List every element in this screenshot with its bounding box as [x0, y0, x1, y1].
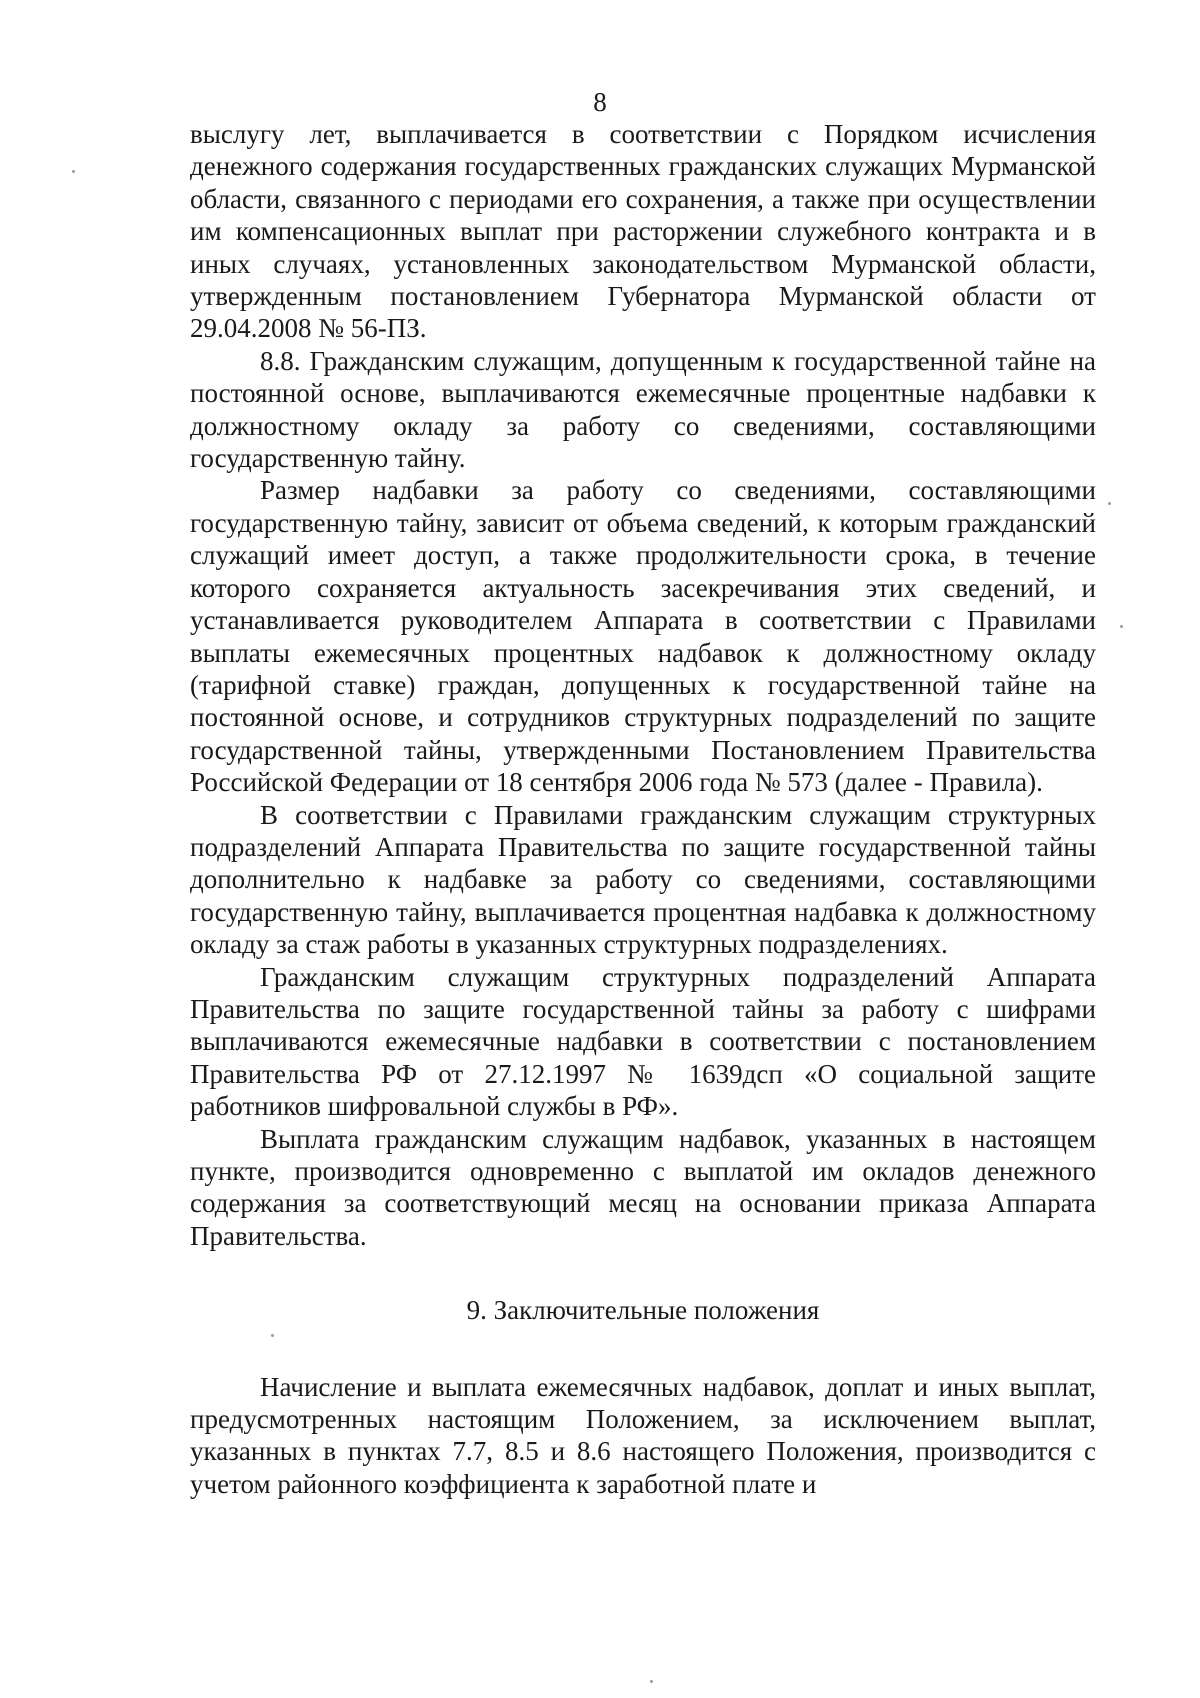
paragraph-cipher-allowance: Гражданским служащим структурных подразделений Аппарата Правительства по защите государственной тайны за работу с шифрами выплачиваются ежемесячные надбавки в соответствии с постановлением Правительства РФ от 27.12.1997 № 1639дсп «О социальной защите работников шифровальной службы в РФ». [190, 961, 1096, 1122]
scan-speck [72, 170, 75, 173]
scan-speck [1120, 625, 1123, 628]
page-number: 8 [593, 87, 607, 117]
section-heading: 9. Заключительные положения [466, 1295, 820, 1326]
paragraph-8-8: 8.8. Гражданским служащим, допущенным к государственной тайне на постоянной основе, выплачиваются ежемесячные процентные надбавки к должностному окладу за работу со сведениями, составляющими государственную тайну. [190, 345, 1096, 474]
paragraph-rules-allowance: В соответствии с Правилами гражданским служащим структурных подразделений Аппарата Правительства по защите государственной тайны дополнительно к надбавке за работу со сведениями, составляющими государственную тайну, выплачивается процентная надбавка к должностному окладу за стаж работы в указанных структурных подразделениях. [190, 799, 1096, 960]
paragraph-final-provisions: Начисление и выплата ежемесячных надбавок, доплат и иных выплат, предусмотренных настоящим Положением, за исключением выплат, указанных в пунктах 7.7, 8.5 и 8.6 настоящего Положения, производится с учетом районного коэффициента к заработной плате и [190, 1371, 1096, 1499]
scan-speck [650, 1680, 653, 1683]
document-body [190, 118, 1096, 1500]
paragraph-continued: выслугу лет, выплачивается в соответствии с Порядком исчисления денежного содержания государственных гражданских служащих Мурманской области, связанного с периодами его сохранения, а также при осуществлении им компенсационных выплат при расторжении служебного контракта и в иных случаях, установленных законодательством Мурманской области, утвержденным постановлением Губернатора Мурманской области от 29.04.2008 № 56-ПЗ. [190, 119, 1096, 344]
scan-speck [271, 1334, 274, 1337]
paragraph-allowance-size: Размер надбавки за работу со сведениями, составляющими государственную тайну, зависит от объема сведений, к которым гражданский служащий имеет доступ, а также продолжительности срока, в течение которого сохраняется актуальность засекречивания этих сведений, и устанавливается руководителем Аппарата в соответствии с Правилами выплаты ежемесячных процентных надбавок к должностному окладу (тарифной ставке) граждан, допущенных к государственной тайне на постоянной основе, и сотрудников структурных подразделений по защите государственной тайны, утвержденными Постановлением Правительства Российской Федерации от 18 сентября 2006 года № 573 (далее - Правила). [190, 475, 1096, 798]
scan-speck [1108, 502, 1111, 505]
paragraph-payment-timing: Выплата гражданским служащим надбавок, указанных в настоящем пункте, производится одновременно с выплатой им окладов денежного содержания за соответствующий месяц на основании приказа Аппарата Правительства. [190, 1123, 1096, 1251]
